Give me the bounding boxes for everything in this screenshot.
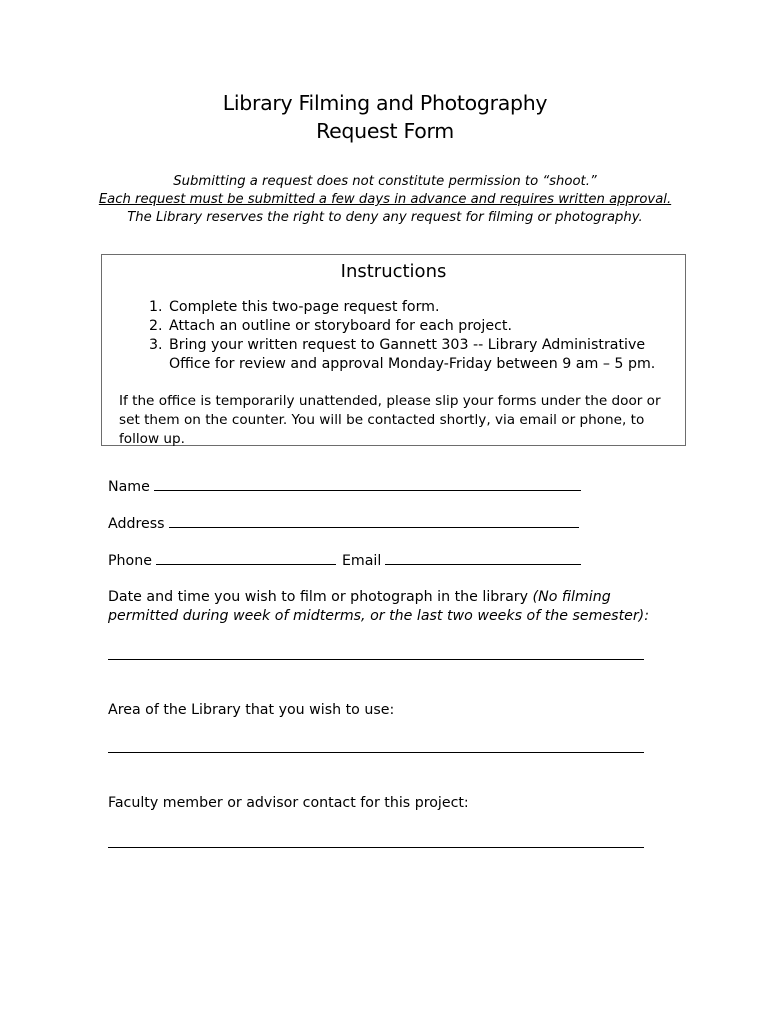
step-text: Attach an outline or storyboard for each project. [169,318,512,334]
instructions-list [149,298,679,374]
name-field[interactable] [154,476,581,491]
instructions-heading: Instructions [340,261,447,282]
date-time-question [108,588,668,626]
notice-advance-submission: Each request must be submitted a few days in advance and requires written approval. [98,192,672,207]
faculty-contact-answer-line[interactable] [108,847,644,848]
step-number: 2. [149,318,163,334]
instructions-box [101,254,686,446]
step-text: Complete this two-page request form. [169,299,440,315]
contact-field-row [108,550,581,571]
date-time-restriction-note: (No filming permitted during week of midterms, or the last two weeks of the semester): [108,589,650,624]
notice-permission: Submitting a request does not constitute permission to “shoot.” [173,174,597,189]
form-title-line-2: Request Form [316,119,454,143]
date-time-answer-line[interactable] [108,659,644,660]
name-field-row [108,476,581,497]
notice-right-to-deny: The Library reserves the right to deny any request for filming or photography. [127,210,643,225]
address-field-row [108,513,579,534]
faculty-contact-question: Faculty member or advisor contact for this project: [108,795,469,811]
date-time-question-text: Date and time you wish to film or photograph in the library [108,589,533,605]
email-label: Email [341,553,382,569]
address-field[interactable] [169,513,579,528]
step-number: 1. [149,299,163,315]
instruction-step [149,298,679,317]
form-title-line-1: Library Filming and Photography [222,91,548,115]
email-field[interactable] [385,550,581,565]
step-number: 3. [149,337,163,353]
instruction-step [149,336,679,374]
address-label: Address [108,516,165,532]
instructions-note: If the office is temporarily unattended, please slip your forms under the door or set them on the counter. You will be contacted shortly, via email or phone, to follow up. [119,393,661,447]
instruction-step [149,317,679,336]
phone-label: Phone [108,553,152,569]
library-area-answer-line[interactable] [108,752,644,753]
name-label: Name [108,479,150,495]
phone-field[interactable] [156,550,336,565]
library-area-question: Area of the Library that you wish to use: [108,702,395,718]
step-text: Bring your written request to Gannett 303 -- Library Administrative Office for review and approval Monday-Friday between 9 am – 5 pm. [169,337,656,372]
